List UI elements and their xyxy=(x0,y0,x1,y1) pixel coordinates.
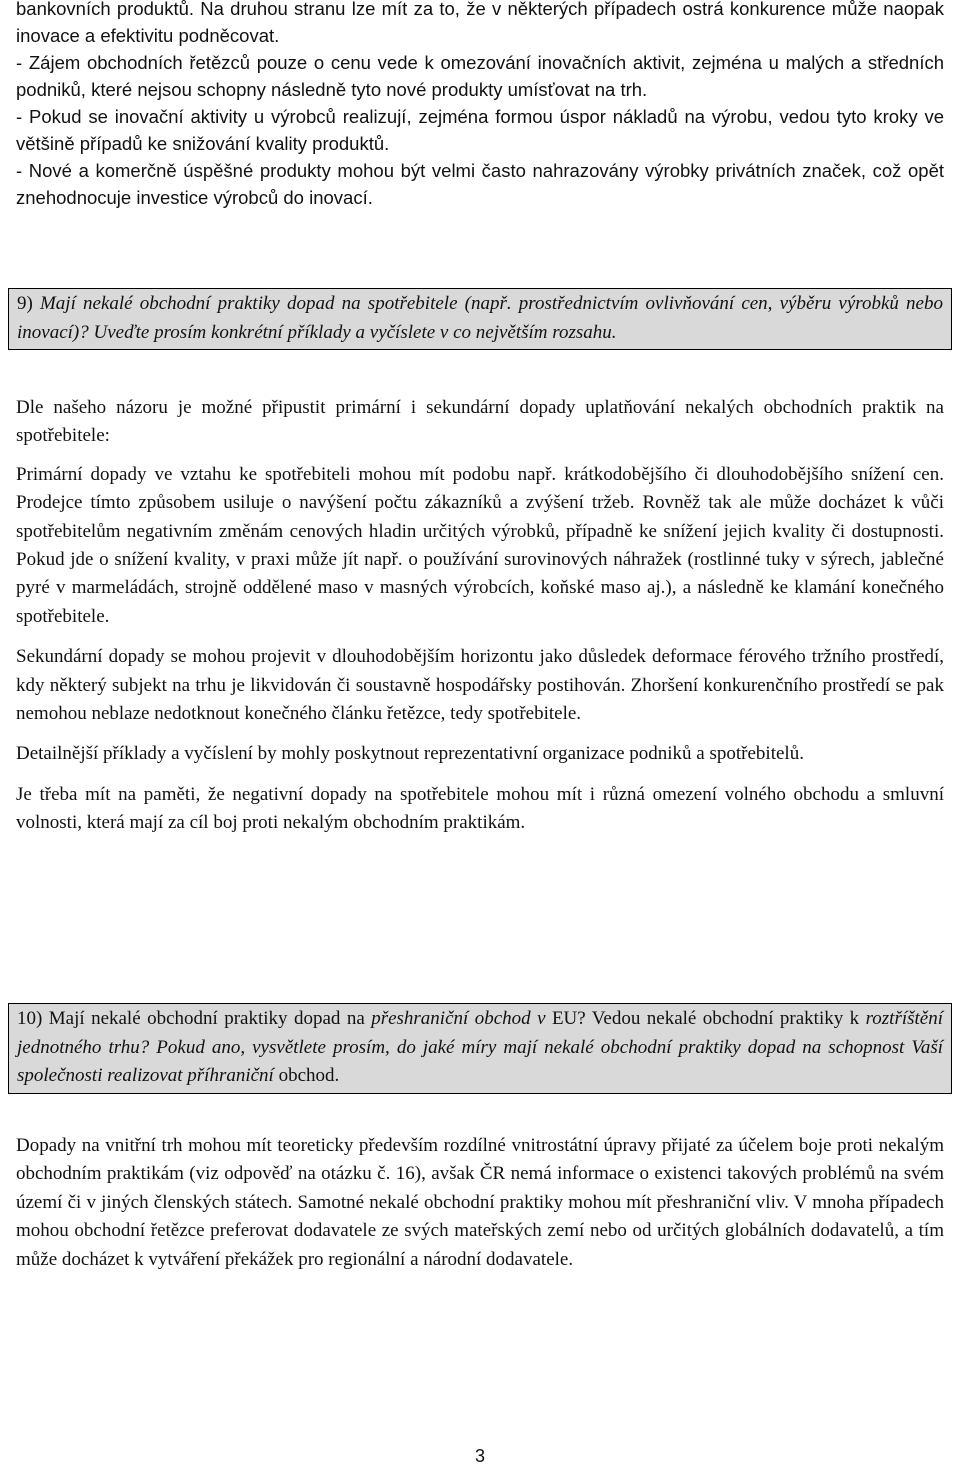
answer-9-paragraph-2: Primární dopady ve vztahu ke spotřebiteli mohou mít podobu např. krátkodobějšího či dlouhodobějšího snížení cen. Prodejce tímto způsobem usiluje o navýšení počtu zákazníků a zvýšení tržeb. Rovněž tak ale může docházet k vůči spotřebitelům negativním změnám cenových hladin určitých výrobků, případně ke snížení jejich kvality či dostupnosti. Pokud jde o snížení kvality, v praxi může jít např. o používání surovinových náhražek (rostlinné tuky v sýrech, jablečné pyré v marmeládách, strojně oddělené maso v masných výrobcích, koňské maso aj.), a následně ke klamání konečného spotřebitele. xyxy=(16,463,944,627)
question-9-italic: Mají nekalé obchodní praktiky dopad na spotřebitele (např. prostřednictvím ovlivňování cen, výběru výrobků nebo inovací)? Uveďte prosím konkrétní příklady a vyčíslete v co největším rozsahu. xyxy=(17,293,943,343)
question-10-part-3: obchod. xyxy=(273,1065,340,1087)
intro-paragraph-1: bankovních produktů. Na druhou stranu lze mít za to, že v některých případech ostrá konkurence může naopak inovace a efektivitu podněcovat. xyxy=(16,0,944,46)
question-9-number: 9) xyxy=(17,293,40,314)
answer-9-section xyxy=(16,394,944,838)
question-10-text xyxy=(17,1005,943,1091)
intro-section xyxy=(16,0,944,211)
question-10-part-1: 10) Mají nekalé obchodní praktiky dopad na xyxy=(17,1008,372,1029)
intro-paragraph-3: - Pokud se inovační aktivity u výrobců realizují, zejména formou úspor nákladů na výrobu, vedou tyto kroky ve většině případů ke snižování kvality produktů. xyxy=(16,106,944,154)
question-10-part-2: EU? Vedou nekalé obchodní praktiky k xyxy=(545,1008,866,1029)
answer-10-paragraph-1: Dopady na vnitřní trh mohou mít teoreticky především rozdílné vnitrostátní úpravy přijaté za účelem boje proti nekalým obchodním praktikám (viz odpověď na otázku č. 16), avšak ČR nemá informace o existenci takových problémů na svém území či v jiných členských státech. Samotné nekalé obchodní praktiky mohou mít přeshraniční vliv. V mnoha případech mohou obchodní řetězce preferovat dodavatele ze svých mateřských zemí nebo od určitých globálních dodavatelů, a tím může docházet k vytváření překážek pro regionální a národní dodavatele. xyxy=(16,1135,944,1270)
intro-paragraph-2: - Zájem obchodních řetězců pouze o cenu vede k omezování inovačních aktivit, zejména u malých a středních podniků, které nejsou schopny následně tyto nové produkty umísťovat na trh. xyxy=(16,52,944,100)
question-9-text xyxy=(17,290,943,347)
answer-9-paragraph-5: Je třeba mít na paměti, že negativní dopady na spotřebitele mohou mít i různá omezení volného obchodu a smluvní volnosti, která mají za cíl boj proti nekalým obchodním praktikám. xyxy=(16,783,944,834)
answer-9-paragraph-1: Dle našeho názoru je možné připustit primární i sekundární dopady uplatňování nekalých obchodních praktik na spotřebitele: xyxy=(16,397,944,447)
answer-10-section xyxy=(16,1132,944,1274)
page-number: 3 xyxy=(474,1446,485,1466)
answer-9-paragraph-3: Sekundární dopady se mohou projevit v dlouhodobějším horizontu jako důsledek deformace férového tržního prostředí, kdy některý subjekt na trhu je likvidován či soustavně hospodářsky postihován. Zhoršení konkurenčního prostředí se pak nemohou neblaze nedotknout konečného článku řetězce, tedy spotřebitele. xyxy=(16,646,944,725)
question-9-box xyxy=(8,288,952,350)
intro-paragraph-4: - Nové a komerčně úspěšné produkty mohou být velmi často nahrazovány výrobky privátních značek, což opět znehodnocuje investice výrobců do inovací. xyxy=(16,160,944,208)
question-10-italic-1: přeshraniční obchod v xyxy=(371,1008,546,1029)
question-10-italic-2: roztříštění jednotného trhu? Pokud ano, vysvětlete prosím, do jaké míry mají nekalé obchodní praktiky dopad na schopnost Vaší společnosti realizovat příhraniční xyxy=(17,1008,943,1087)
question-10-box xyxy=(8,1003,952,1094)
answer-9-paragraph-4: Detailnější příklady a vyčíslení by mohly poskytnout reprezentativní organizace podniků a spotřebitelů. xyxy=(16,743,804,765)
